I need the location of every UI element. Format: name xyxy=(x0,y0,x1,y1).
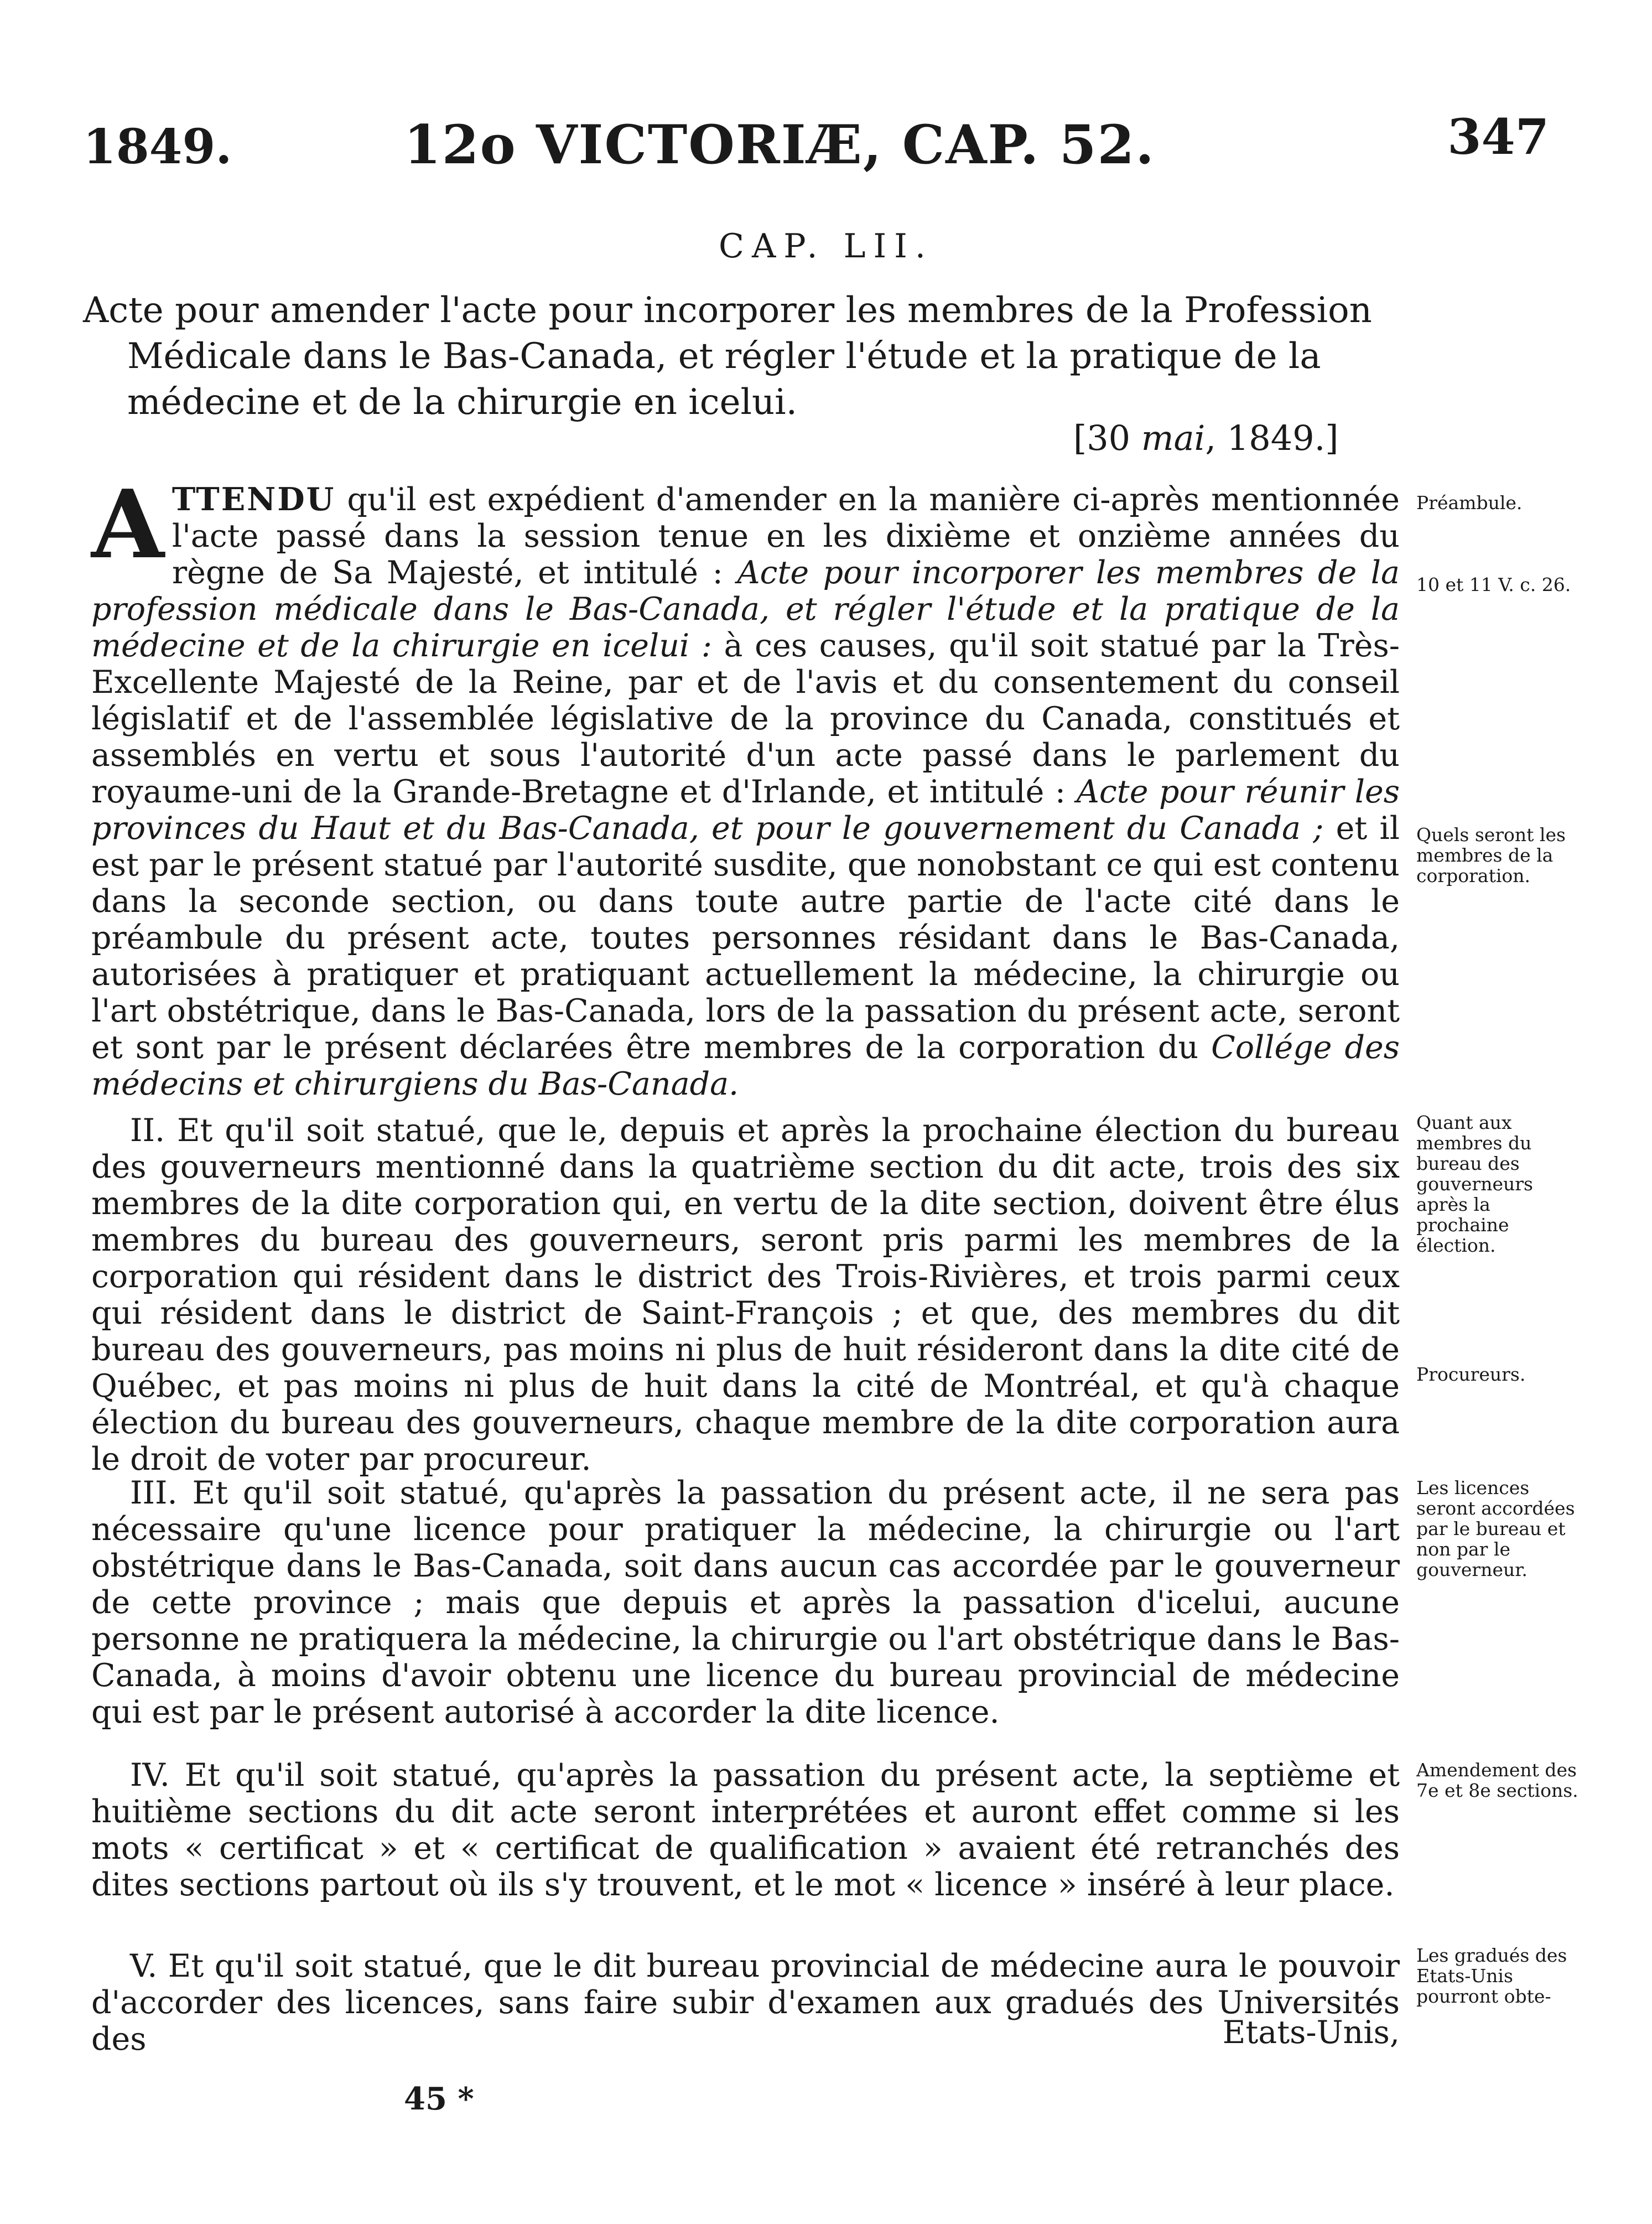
section-2 xyxy=(91,1112,1400,1478)
act-title-line-2: Médicale dans le Bas-Canada, et régler l'étude et la pratique de la xyxy=(127,336,1321,377)
marginal-note-amendment: Amendement des 7e et 8e sections. xyxy=(1416,1759,1578,1801)
running-header xyxy=(83,108,1549,180)
section-1-italic-1: Acte pour incorporer les membres de la profession médicale dans le Bas-Canada, et régler l'étude et la pratique de la médecine et de la chirurgie en icelui : xyxy=(91,554,1400,664)
section-1-text-1: qu'il est expédient d'amender en la manière ci-après mentionnée l'acte passé dans la session tenue en les dixième et onzième années du règne de Sa Majesté, et intitulé : xyxy=(172,481,1400,591)
section-5-text: V. Et qu'il soit statué, que le dit bureau provincial de médecine aura le pouvoir d'accorder des licences, sans faire subir d'examen aux gradués des Universités des xyxy=(91,1948,1400,2057)
marginal-note-licences: Les licences seront accordées par le bureau et non par le gouverneur. xyxy=(1416,1477,1575,1580)
signature-mark: 45 * xyxy=(404,2081,474,2117)
drop-cap: A xyxy=(91,469,164,580)
act-title-line-1: Acte pour amender l'acte pour incorporer les membres de la Profession xyxy=(83,290,1372,331)
section-4 xyxy=(91,1757,1400,1903)
marginal-note-reference: 10 et 11 V. c. 26. xyxy=(1416,574,1571,595)
marginal-note-graduates: Les gradués des Etats-Unis pourront obte- xyxy=(1416,1945,1567,2007)
date-open: [30 xyxy=(1073,418,1141,458)
act-title xyxy=(83,288,1383,426)
header-title: 12o VICTORIÆ, CAP. 52. xyxy=(404,113,1155,176)
chapter-heading: CAP. LII. xyxy=(719,227,933,266)
date-month: mai xyxy=(1141,418,1206,458)
section-5 xyxy=(91,1948,1400,2057)
act-title-line-3: médecine et de la chirurgie en icelui. xyxy=(127,382,797,423)
catchword: Etats-Unis, xyxy=(1222,2014,1400,2051)
section-3 xyxy=(91,1475,1400,1730)
marginal-note-proxies: Procureurs. xyxy=(1416,1364,1526,1385)
section-1-text-3: et il est par le présent statué par l'autorité susdite, que nonobstant ce qui est contenu dans la seconde section, ou dans toute autre partie de l'acte cité dans le préambule du présent acte, toutes personnes résidant dans le Bas-Canada, autorisées à pratiquer et pratiquant actuellement la médecine, la chirurgie ou l'art obstétrique, dans le Bas-Canada, lors de la passation du présent acte, seront et sont par le présent déclarées être membres de la corporation du xyxy=(91,810,1400,1066)
section-1-italic-3: Collége des médecins et chirurgiens du Bas-Canada. xyxy=(91,1029,1400,1102)
section-1-lead: TTENDU xyxy=(172,481,336,518)
marginal-note-members: Quels seront les membres de la corporation. xyxy=(1416,824,1566,887)
section-1-italic-2: Acte pour réunir les provinces du Haut et du Bas-Canada, et pour le gouvernement du Canada ; xyxy=(91,774,1400,847)
section-2-text: II. Et qu'il soit statué, que le, depuis et après la prochaine élection du bureau des gouverneurs mentionné dans la quatrième section du dit acte, trois des six membres de la dite corporation qui, en vertu de la dite section, doivent être élus membres du bureau des gouverneurs, seront pris parmi les membres de la corporation qui résident dans le district des Trois-Rivières, et trois parmi ceux qui résident dans le district de Saint-François ; et que, des membres du dit bureau des gouverneurs, pas moins ni plus de huit résideront dans la dite cité de Québec, et pas moins ni plus de huit dans la cité de Montréal, et qu'à chaque élection du bureau des gouverneurs, chaque membre de la dite corporation aura le droit de voter par procureur. xyxy=(91,1112,1400,1478)
date-rest: , 1849.] xyxy=(1205,418,1339,458)
marginal-note-board: Quant aux membres du bureau des gouverneurs après la prochaine élection. xyxy=(1416,1112,1533,1256)
section-1-preamble xyxy=(91,469,1400,1102)
section-3-text: III. Et qu'il soit statué, qu'après la passation du présent acte, il ne sera pas nécessaire qu'une licence pour pratiquer la médecine, la chirurgie ou l'art obstétrique dans le Bas-Canada, soit dans aucun cas accordée par le gouverneur de cette province ; mais que depuis et après la passation d'icelui, aucune personne ne pratiquera la médecine, la chirurgie ou l'art obstétrique dans le Bas-Canada, à moins d'avoir obtenu une licence du bureau provincial de médecine qui est par le présent autorisé à accorder la dite licence. xyxy=(91,1475,1400,1730)
assent-date xyxy=(1073,418,1339,458)
header-year: 1849. xyxy=(83,119,232,175)
section-1-text-2: à ces causes, qu'il soit statué par la Très-Excellente Majesté de la Reine, par et de l'avis et du consentement du conseil législatif et de l'assemblée législative de la province du Canada, constitués et assemblés en vertu et sous l'autorité d'un acte passé dans le parlement du royaume-uni de la Grande-Bretagne et d'Irlande, et intitulé : xyxy=(91,628,1400,810)
page-number: 347 xyxy=(1447,108,1549,165)
marginal-note-preambule: Préambule. xyxy=(1416,492,1523,514)
section-4-text: IV. Et qu'il soit statué, qu'après la passation du présent acte, la septième et huitième sections du dit acte seront interprétées et auront effet comme si les mots « certificat » et « certificat de qualification » avaient été retranchés des dites sections partout où ils s'y trouvent, et le mot « licence » inséré à leur place. xyxy=(91,1757,1400,1903)
